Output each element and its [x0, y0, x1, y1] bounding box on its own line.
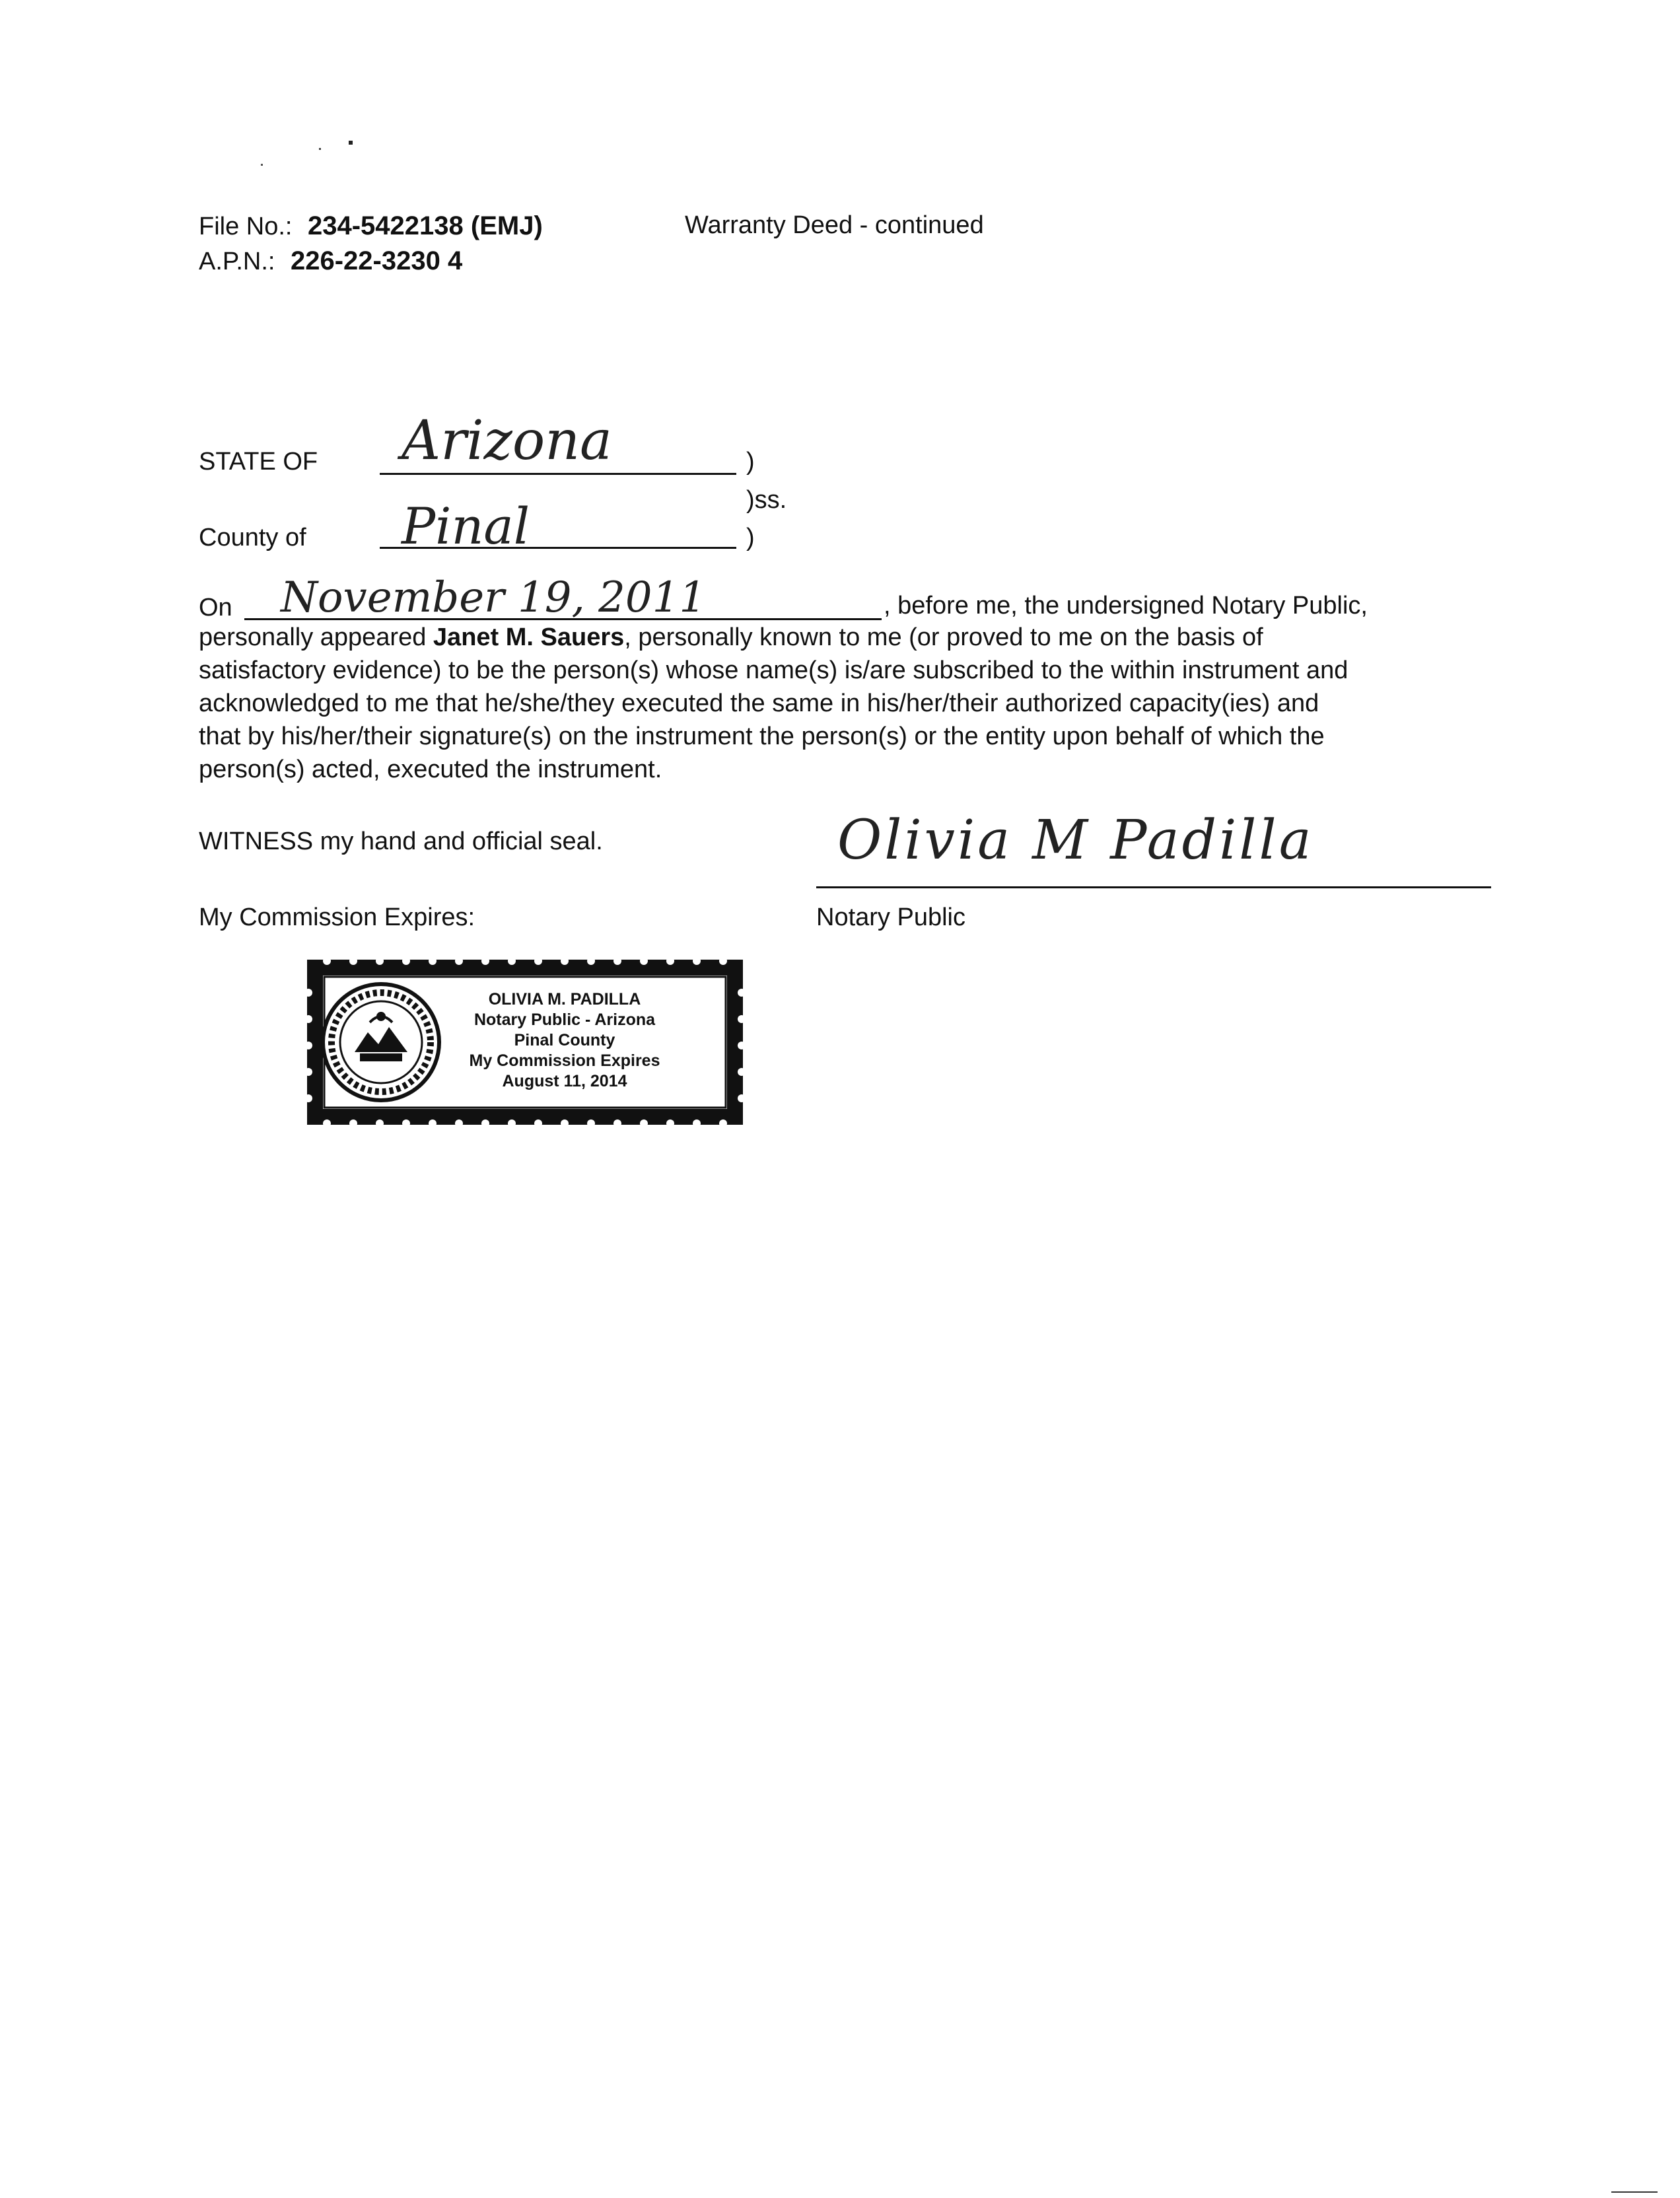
- notary-stamp: [300, 953, 750, 1131]
- stamp-text: [439, 989, 690, 1092]
- commission-expires-label: My Commission Expires:: [199, 904, 475, 931]
- appearer-name: Janet M. Sauers: [433, 623, 625, 651]
- apn-value: 226-22-3230 4: [291, 246, 463, 275]
- witness-statement: WITNESS my hand and official seal.: [199, 828, 603, 855]
- file-number-value: 234-5422138 (EMJ): [308, 211, 543, 240]
- stamp-expires-label: My Commission Expires: [469, 1051, 660, 1070]
- stamp-expires-date: August 11, 2014: [502, 1072, 627, 1090]
- state-label: STATE OF: [199, 448, 318, 476]
- acknowledgment-body: [199, 621, 1487, 786]
- apn-label: A.P.N.:: [199, 248, 275, 275]
- county-underline: [380, 547, 736, 549]
- notary-signature: Olivia M Padilla: [837, 809, 1314, 872]
- appeared-prefix: personally appeared: [199, 623, 433, 651]
- acknowledgment-line1-rest: , before me, the undersigned Notary Public,: [884, 592, 1368, 620]
- arizona-seal-icon: [323, 984, 439, 1100]
- county-paren: ): [746, 524, 755, 551]
- on-label: On: [199, 594, 232, 621]
- acknowledgment-line6: person(s) acted, executed the instrument.: [199, 756, 662, 783]
- state-paren: ): [746, 448, 755, 476]
- acknowledgment-line4: acknowledged to me that he/she/they executed the same in his/her/their authorized capacity(ies) and: [199, 690, 1319, 717]
- acknowledgment-line2: [199, 621, 1487, 654]
- stamp-notary-title: Notary Public - Arizona: [473, 1010, 656, 1029]
- signature-line: [816, 886, 1491, 888]
- appeared-suffix: , personally known to me (or proved to me on the basis of: [624, 623, 1263, 651]
- state-handwritten-value: Arizona: [402, 409, 612, 472]
- county-label: County of: [199, 524, 306, 551]
- acknowledgment-date-handwritten: November 19, 2011: [281, 573, 707, 622]
- date-underline: [244, 618, 882, 620]
- scan-specks: [254, 125, 360, 172]
- notary-public-label: Notary Public: [816, 904, 965, 931]
- stamp-county: Pinal County: [514, 1031, 615, 1049]
- file-number-label: File No.:: [199, 213, 293, 240]
- acknowledgment-line5: that by his/her/their signature(s) on the instrument the person(s) or the entity upon behalf of which the: [199, 723, 1325, 750]
- document-title: Warranty Deed - continued: [685, 211, 984, 239]
- scan-edge-mark: [1611, 2191, 1658, 2193]
- county-handwritten-value: Pinal: [402, 497, 530, 555]
- acknowledgment-line3: satisfactory evidence) to be the person(s) whose name(s) is/are subscribed to the within instrument and: [199, 656, 1348, 684]
- stamp-notary-name: OLIVIA M. PADILLA: [488, 990, 641, 1009]
- ss-marker: )ss.: [746, 486, 787, 514]
- state-underline: [380, 473, 736, 475]
